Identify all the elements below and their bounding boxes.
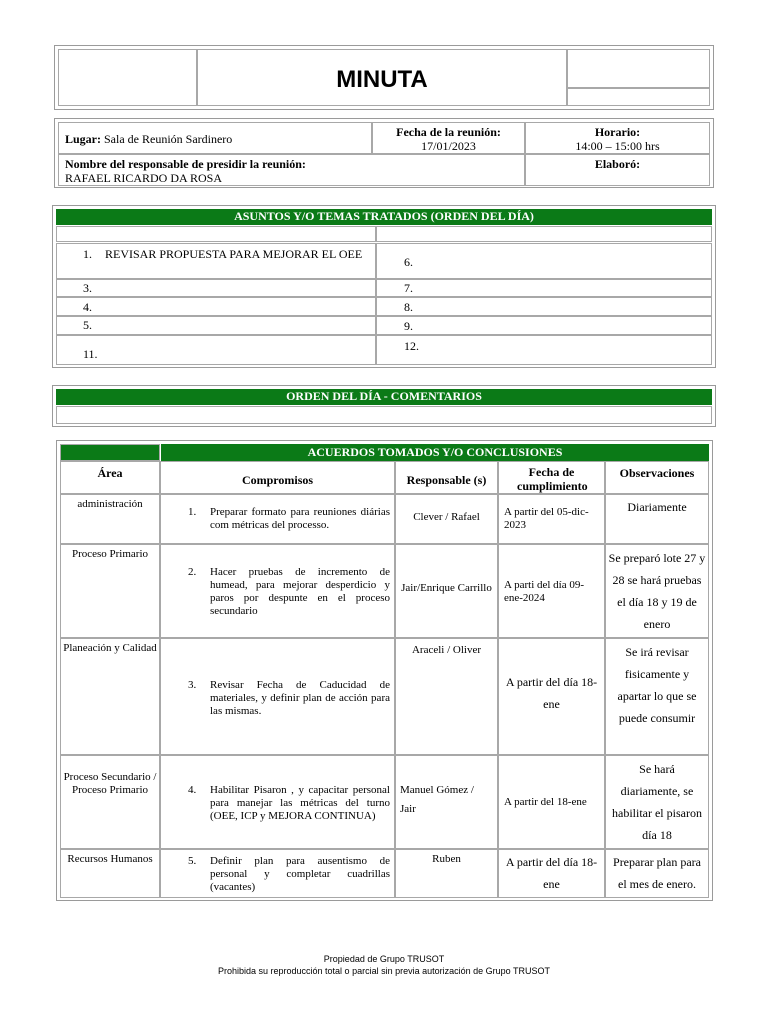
lugar-value: Sala de Reunión Sardinero xyxy=(104,132,233,146)
meeting-info-box xyxy=(54,118,714,188)
comments-body xyxy=(56,406,712,424)
agenda-item-9: 9. xyxy=(376,316,712,335)
doc-revision-cell xyxy=(567,88,710,106)
elaboro-cell xyxy=(525,154,710,186)
fecha-label: Fecha de la reunión: xyxy=(396,125,501,139)
elaboro-label: Elaboró: xyxy=(594,157,641,171)
horario-label: Horario: xyxy=(594,125,641,139)
page-title: MINUTA xyxy=(336,66,428,93)
lugar-label: Lugar: xyxy=(65,132,101,146)
table-row-2-observaciones: Se preparó lote 27 y 28 se hará pruebas el día 18 y 19 de enero xyxy=(605,544,709,638)
table-row-4-observaciones: Se hará diariamente, se habilitar el pisaron día 18 xyxy=(605,755,709,849)
agenda-box xyxy=(52,205,716,368)
table-row-5-observaciones: Preparar plan para el mes de enero. xyxy=(605,849,709,898)
fecha-value: 17/01/2023 xyxy=(421,139,476,153)
table-row-2-compromiso: 2. Hacer pruebas de incremento de humead, para mejorar desperdicio y paros por despunte en el proceso secundario xyxy=(160,544,395,638)
lugar-cell xyxy=(58,122,372,154)
agenda-item-12: 12. xyxy=(376,335,712,365)
table-row-2-fecha: A parti del día 09-ene-2024 xyxy=(498,544,605,638)
responsable-value: RAFAEL RICARDO DA ROSA xyxy=(65,171,223,185)
table-row-1-responsable: Clever / Rafael xyxy=(395,494,498,544)
footer-disclaimer: Prohibida su reproducción total o parcial sin previa autorización de Grupo TRUSOT xyxy=(217,966,550,976)
table-row-4-responsable: Manuel Gómez / Jair xyxy=(395,755,498,849)
table-row-3-observaciones: Se irá revisar fisicamente y apartar lo que se puede consumir xyxy=(605,638,709,755)
agenda-item-7: 7. xyxy=(376,279,712,297)
title-cell xyxy=(197,49,567,106)
fecha-cell xyxy=(372,122,525,154)
table-row-4-compromiso: 4. Habilitar Pisaron , y capacitar personal para manejar las métricas del turno (OEE, ICP y MEJORA CONTINUA) xyxy=(160,755,395,849)
agenda-blank-right xyxy=(376,226,712,242)
table-row-1-compromiso: 1. Preparar formato para reuniones diárias com métricas del processo. xyxy=(160,494,395,544)
header-observaciones: Observaciones xyxy=(605,461,709,494)
logo-cell xyxy=(58,49,197,106)
agenda-item-4: 4. xyxy=(56,297,376,316)
agenda-item-11: 11. xyxy=(56,335,376,365)
table-row-5-fecha: A partir del día 18-ene xyxy=(498,849,605,898)
agenda-item-6: 6. xyxy=(376,243,712,279)
table-row-1-area: administración xyxy=(60,494,160,544)
table-row-2-area: Proceso Primario xyxy=(60,544,160,638)
header-fecha: Fecha de cumplimiento xyxy=(498,461,605,494)
agenda-item-5: 5. xyxy=(56,316,376,335)
table-row-4-fecha: A partir del 18-ene xyxy=(498,755,605,849)
agenda-blank-left xyxy=(56,226,376,242)
header-area: Área xyxy=(60,461,160,494)
table-row-1-fecha: A partir del 05-dic-2023 xyxy=(498,494,605,544)
header-compromisos: Compromisos xyxy=(160,461,395,494)
horario-value: 14:00 – 15:00 hrs xyxy=(575,139,660,153)
table-row-3-area: Planeación y Calidad xyxy=(60,638,160,755)
table-row-2-responsable: Jair/Enrique Carrillo xyxy=(395,544,498,638)
table-row-5-area: Recursos Humanos xyxy=(60,849,160,898)
table-row-5-compromiso: 5. Definir plan para ausentismo de personal y completar cuadrillas (vacantes) xyxy=(160,849,395,898)
agenda-title: ASUNTOS Y/O TEMAS TRATADOS (ORDEN DEL DÍA) xyxy=(56,209,712,225)
doc-code-cell xyxy=(567,49,710,88)
agenda-item-1: 1. REVISAR PROPUESTA PARA MEJORAR EL OEE xyxy=(56,243,376,279)
responsable-label: Nombre del responsable de presidir la reunión: xyxy=(65,157,306,171)
responsable-cell xyxy=(58,154,525,186)
table-row-1-observaciones: Diariamente xyxy=(605,494,709,544)
table-row-4-area: Proceso Secundario / Proceso Primario xyxy=(60,755,160,849)
table-row-3-fecha: A partir del día 18-ene xyxy=(498,638,605,755)
agreements-corner-cell xyxy=(60,444,160,461)
table-row-3-responsable: Araceli / Oliver xyxy=(395,638,498,755)
comments-title: ORDEN DEL DÍA - COMENTARIOS xyxy=(56,389,712,405)
header-box xyxy=(54,45,714,110)
horario-cell xyxy=(525,122,710,154)
agreements-box xyxy=(56,440,713,901)
agenda-item-8: 8. xyxy=(376,297,712,316)
footer-ownership: Propiedad de Grupo TRUSOT xyxy=(323,954,445,964)
comments-box xyxy=(52,385,716,427)
table-row-3-compromiso: 3. Revisar Fecha de Caducidad de materiales, y definir plan de acción para las mismas. xyxy=(160,638,395,755)
agreements-title: ACUERDOS TOMADOS Y/O CONCLUSIONES xyxy=(161,444,709,461)
table-row-5-responsable: Ruben xyxy=(395,849,498,898)
footer xyxy=(0,953,768,977)
agenda-item-3: 3. xyxy=(56,279,376,297)
header-responsable: Responsable (s) xyxy=(395,461,498,494)
